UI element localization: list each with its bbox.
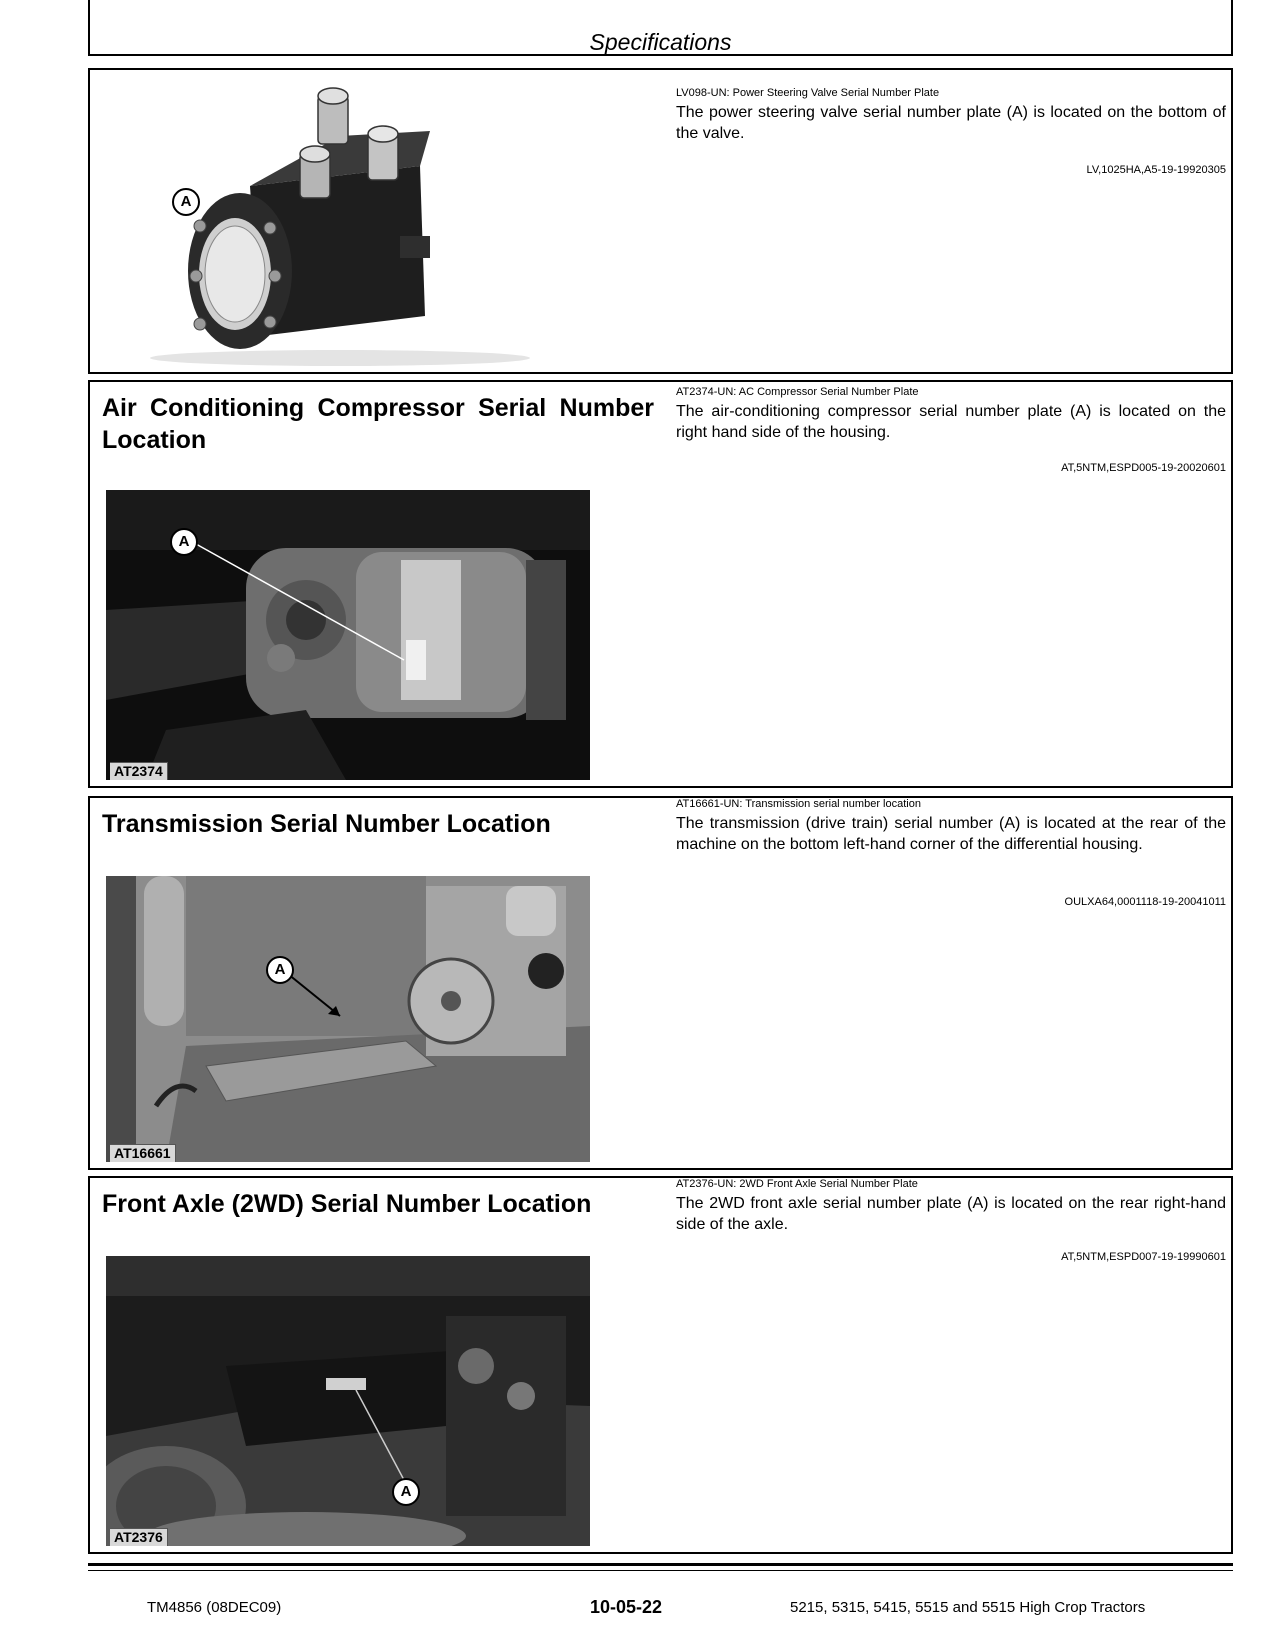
- reference-code: LV,1025HA,A5-19-19920305: [1086, 164, 1226, 176]
- footer-page-number: 10-05-22: [590, 1597, 663, 1617]
- figure-caption: AT2376-UN: 2WD Front Axle Serial Number Plate: [676, 1178, 918, 1190]
- body-text: The power steering valve serial number plate (A) is located on the bottom of the valve.: [676, 104, 1226, 142]
- photo-label: AT16661: [110, 1144, 176, 1162]
- page-title: Specifications: [589, 29, 732, 55]
- body-text: The transmission (drive train) serial number (A) is located at the rear of the machine on the bottom left-hand corner of the differential housing.: [676, 815, 1226, 853]
- photo-label: AT2374: [110, 762, 168, 780]
- photo-ac-compressor: [106, 490, 590, 780]
- reference-code: AT,5NTM,ESPD007-19-19990601: [1061, 1251, 1226, 1263]
- section-heading: Front Axle (2WD) Serial Number Location: [102, 1190, 592, 1218]
- body-text: The air-conditioning compressor serial number plate (A) is located on the right hand side of the housing.: [676, 403, 1226, 441]
- callout-a: A: [392, 1478, 420, 1506]
- footer-manual-id: TM4856 (08DEC09): [147, 1599, 282, 1616]
- callout-a: A: [266, 956, 294, 984]
- figure-caption: AT2374-UN: AC Compressor Serial Number Plate: [676, 386, 919, 398]
- figure-caption: LV098-UN: Power Steering Valve Serial Number Plate: [676, 87, 940, 99]
- footer-product-line: 5215, 5315, 5415, 5515 and 5515 High Crop Tractors: [790, 1599, 1146, 1616]
- body-text: The 2WD front axle serial number plate (A) is located on the rear right-hand side of the axle.: [676, 1195, 1226, 1233]
- section-front-axle: [88, 1176, 1233, 1554]
- reference-code: OULXA64,0001118-19-20041011: [1064, 896, 1226, 908]
- page-header: [88, 0, 1233, 56]
- section-transmission: [88, 796, 1233, 1170]
- reference-code: AT,5NTM,ESPD005-19-20020601: [1061, 462, 1226, 474]
- photo-power-steering-valve: [100, 76, 570, 366]
- section-ac-compressor: [88, 380, 1233, 788]
- footer-rule: [88, 1563, 1233, 1566]
- section-power-steering-valve: [88, 68, 1233, 374]
- photo-transmission: [106, 876, 590, 1162]
- figure-caption: AT16661-UN: Transmission serial number location: [676, 798, 921, 810]
- footer-rule: [88, 1570, 1233, 1571]
- photo-label: AT2376: [110, 1528, 168, 1546]
- photo-front-axle: [106, 1256, 590, 1546]
- callout-a: A: [172, 188, 200, 216]
- section-heading: Air Conditioning Compressor Serial Number Location: [102, 394, 654, 454]
- section-heading: Transmission Serial Number Location: [102, 810, 551, 838]
- callout-a: A: [170, 528, 198, 556]
